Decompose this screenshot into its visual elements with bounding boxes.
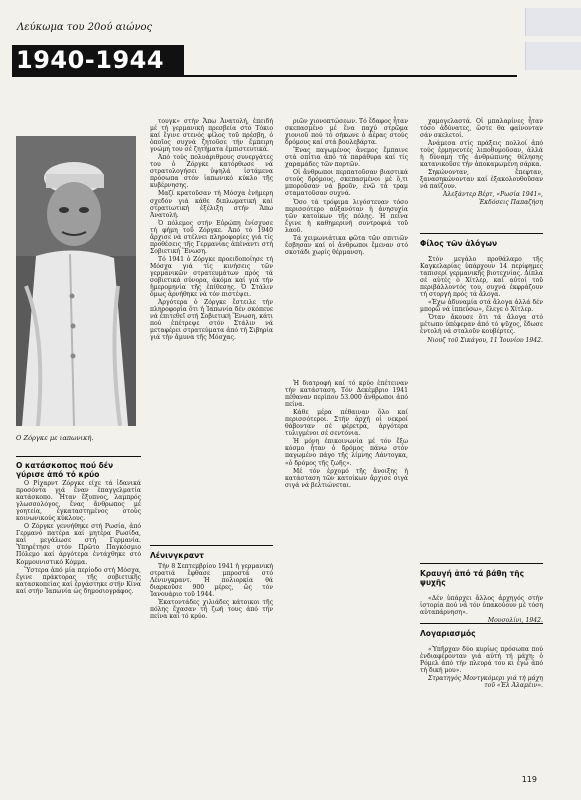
paragraph: Ὁ πόλεμος στήν Εὐρώπη ἐνίσχυσε τή φήμη τοῦ Ζόργκε. Ἀπό τό 1940 ἄρχισε νά στέλνει πληροφορίες γιά τίς προθέσεις τῆς Γερμανίας ἀπέναντι στή Σοβιετική Ἕνωση. xyxy=(150,219,273,255)
leningrad-heading: Λένινγκραντ xyxy=(150,551,204,560)
spy-article-column xyxy=(16,480,141,596)
paragraph: Ο Ρίχαρντ Ζόργκε είχε τά ἰδανικά προσόντα γιά ἕναν ἐπαγγελματία κατάσκοπο. Ἦταν ἔξυπνος, λαμπρός γλωσσολόγος, ἔνας ἄνθρωπος μέ γοητεία, ἐγκαταστημένος στούς κοινωνικούς κύκλους. xyxy=(16,480,141,523)
paragraph: Ἀργότερα ὁ Ζόργκε ἔστειλε τήν πληροφορία ὅτι ἡ Ἰαπωνία δέν σκόπευε νά ἐπιτεθεῖ στή Σοβιετική Ἕνωση, κάτι πού ἐπέτρεψε στόν Στάλιν νά μεταφέρει στρατεύματα ἀπό τή Σιβηρία γιά τήν ἄμυνα τῆς Μόσχας. xyxy=(150,299,273,342)
portrait-image xyxy=(16,136,136,426)
krugh-heading-block xyxy=(420,563,543,592)
friend-column xyxy=(420,256,543,344)
paragraph: «Ὑπῆρχαν δύο κυρίως πρόσωπα πού ἐνδιαφέρονταν γιά αὐτή τή μάχη: ὁ Ρόμελ ἀπό τήν πλευρά του κι ἐγώ ἀπό τή δική μου». xyxy=(420,646,543,675)
paragraph: τουγκ» στήν Ἄπω Ἀνατολή, ἐπειδή μέ τή γερμανική πρεσβεία στό Τόκιο καί ἔγινε στενός φίλος τοῦ πρέσβη, ὁ ὁποῖος συχνά ζητοῦσε τήν ἔμπειρη γνώμη του σέ ζητήματα ἐμπιστευτικά. xyxy=(150,118,273,154)
paragraph: χαμογελαστά. Οἱ μπαλαρίνες ἦταν τόσο ἀδύνατες, ὥστε θα φαίνονταν σάν σκελετοί. xyxy=(420,118,543,140)
source-citation: Ἀλεξάντερ Βέρτ, «Ρωσία 1941», Ἐκδόσεις Παπαζήση xyxy=(442,191,543,206)
friend-heading-block xyxy=(420,233,543,253)
logar-heading-block xyxy=(420,623,543,643)
paragraph: Ἡ μόνη ἐπικοινωνία μέ τόν ἔξω κόσμο ἦταν ὁ δρόμος πάνω στόν παγωμένο πάγο τῆς λίμνης Λάντογκα, «ὁ δρόμος τῆς ζωῆς». xyxy=(285,438,408,467)
source-citation: Στρατηγός Μοντγκόμερι γιά τή μάχη τοῦ «Ἐλ Ἀλαμέιν». xyxy=(428,675,543,690)
paragraph: «Ἐχω ἀδυναμία στά ἄλογα ἀλλά δέν μπορῶ νά ἱππεύσω», ἔλεγε ὁ Χίτλερ. xyxy=(420,299,543,314)
paragraph: Ἐκατοντάδες χιλιάδες κάτοικοι τῆς πόλης ἔχασαν τή ζωή τους ἀπό τήν πείνα καί τό κρύο. xyxy=(150,599,273,621)
paragraph: Ἀπό τούς πολυάριθμους συνεργάτες του ὁ Ζόργκε κατόρθωσε νά στρατολογήσει ὑψηλά ἱστάμενα πρόσωπα στόν ἰαπωνικό κύκλο τῆς κυβέρνησης. xyxy=(150,154,273,190)
logar-heading: Λογαριασμός xyxy=(420,629,476,638)
paragraph: Ἡ διατροφή καί τό κρύο ἐπέτειναν τήν κατάσταση. Τόν Δεκέμβριο 1941 πέθαναν περίπου 53.000 ἄνθρωποι ἀπό πείνα. xyxy=(285,380,408,409)
paragraph: ριῶν χιονοπτώσεων. Τό ἔδαφος ἦταν σκεπασμένο μέ ἕνα παχύ στρῶμα χιονιοῦ πού τό σήκωνε ὁ ἀέρας στούς δρόμους καί στά βουλεβάρτα. xyxy=(285,118,408,147)
paragraph: Στόν μεγάλο προθάλαμο τῆς Καγκελαρίας ὑπάρχουν 14 περίφημες ταπισερί γερμανικῆς βιοτεχνίας. Δίπλα σέ αὐτές ὁ Χίτλερ, καί αὐτοί τοῦ περιβάλλοντός του, συχνά ἐκφράζουν τή στοργή πρός τά ἄλογα. xyxy=(420,256,543,299)
source-citation: Νιουζ τοῦ Σικάγου, 11 Ἰουνίου 1942. xyxy=(427,336,543,344)
photo-caption: Ο Ζόργκε με ιαπωνική. xyxy=(16,434,94,442)
paragraph: Οἱ ἄνθρωποι περπατοῦσαν βιαστικά στούς δρόμους, σκεπασμένοι μέ ὅ,τι μποροῦσαν νά βροῦν, ἐνῶ τά τραμ σταματοῦσαν συχνά. xyxy=(285,169,408,198)
krugh-column xyxy=(420,595,543,624)
friend-heading: Φίλος τῶν ἀλόγων xyxy=(420,239,498,248)
source-citation: Μουσολίνι, 1942. xyxy=(487,617,543,625)
paragraph: Μαζί κρατοῦσαν τή Μόσχα ἐνήμερη σχεδόν γιά κάθε διπλωματική καί στρατιωτική ἐξέλιξη στήν Ἄπω Ἀνατολή. xyxy=(150,190,273,219)
paragraph: Σηκώνονταν, ἔπεφταν, ξανασηκώνονταν καί ἐξακολουθοῦσαν νά παίζουν. xyxy=(420,169,543,191)
leningrad-heading-block xyxy=(150,545,273,565)
krugh-heading: Κραυγή ἀπό τά βάθη τῆς ψυχῆς xyxy=(420,569,525,587)
main-article-column-2 xyxy=(150,118,273,342)
paragraph: Τήν 8 Σεπτεμβρίου 1941 ἡ γερμανική στρατιά ἔφθασε μπροστά στό Λένινγκραντ. Ἡ πολιορκία θά διαρκοῦσε 900 μέρες, ὥς τόν Ἰανουάριο τοῦ 1944. xyxy=(150,563,273,599)
paragraph: Μέ τόν ἐρχομό τῆς ἄνοιξης ἡ κατάσταση τῶν κατοίκων ἄρχισε σιγά σιγά νά βελτιώνεται. xyxy=(285,467,408,489)
paragraph: Κάθε μέρα πέθαιναν ὅλο καί περισσότεροι. Στήν ἀρχή οἱ νεκροί θάβονταν σέ φέρετρα, ἀργότερα τυλιγμένοι σέ σεντόνια. xyxy=(285,409,408,438)
leningrad-column-2 xyxy=(150,563,273,621)
paragraph: Ἀνάμεσα στίς πράξεις πολλοί ἀπό τούς ἐρμηνευτές λιποθυμοῦσαν, ἀλλά ἡ δύναμη τῆς ἀνθρώπινης θέλησης κατανικοῦσε τήν ἀποκαμωμένη σάρκα. xyxy=(420,140,543,169)
paragraph: Τό 1941 ὁ Ζόργκε προειδοποίησε τή Μόσχα γιά τίς κινήσεις τῶν γερμανικῶν στρατευμάτων πρός τά σοβιετικά σύνορα, ἀκόμα καί γιά τήν ἡμερομηνία τῆς ἐπίθεσης. Ὁ Στάλιν ὅμως ἀρνήθηκε νά τόν πιστέψει. xyxy=(150,255,273,299)
sorge-photo xyxy=(16,136,136,426)
paragraph: Ὅσο τά τρόφιμα λιγόστευαν τόσο περισσότερο αὐξανόταν ἡ ἀνησυχία τῶν κατοίκων τῆς πόλης. Ἡ πείνα ἔγινε ἡ καθημερινή συντροφιά τοῦ λαοῦ. xyxy=(285,198,408,234)
page-number: 119 xyxy=(521,775,537,784)
leningrad-column-3 xyxy=(285,380,408,490)
logar-column xyxy=(420,646,543,689)
index-tabs xyxy=(525,8,581,76)
header-rule xyxy=(12,75,517,77)
column-4-top xyxy=(420,118,543,206)
index-tab xyxy=(525,8,581,36)
header-subtitle: Λεύκωμα του 20ού αιώνος xyxy=(17,22,153,33)
paragraph: Τά χειμωνιάτικα φῶτα τῶν σπιτιῶν ἔσβησαν καί οἱ ἄνθρωποι ἔμεναν στό σκοτάδι χωρίς θέρμανση. xyxy=(285,234,408,256)
index-tab xyxy=(525,42,581,70)
paragraph: Ὅταν ἄκουσε ὅτι τά ἄλογα στό μέτωπο ὑπέφεραν ἀπό τό ψῦχος, ἔδωσε ἐντολή νά σταλοῦν κουβέρτες. xyxy=(420,314,543,336)
paragraph: «Δέν ὑπάρχει ἄλλος ἀρχηγός στήν ἱστορία πού νά τόν ὑπακούουν μέ τόση αὐταπάρνηση». xyxy=(420,595,543,617)
paragraph: Ὕστερα ἀπό μία περίοδο στή Μόσχα, ἔγινε πράκτορας τῆς σοβιετικῆς κατασκοπείας καί ἐργάστηκε στήν Κίνα καί στήν Ἰαπωνία ὡς δημοσιογράφος. xyxy=(16,566,141,595)
paragraph: Ἕνας παγωμένος ἄνεμος ἔμπαινε στά σπίτια ἀπό τά παράθυρα καί τίς χαραμάδες τῶν πορτῶν. xyxy=(285,147,408,169)
spy-heading: Ο κατάσκοπος πού δέν γύρισε ἀπό τό κρύο xyxy=(16,461,114,479)
year-band: 1940-1944 xyxy=(12,45,184,75)
paragraph: Ο Ζόργκε γεννήθηκε στή Ρωσία, ἀπό Γερμανό πατέρα καί μητέρα Ρωσίδα, καί μεγάλωσε στή Γερμανία. Ὑπηρέτησε στόν Πρῶτο Παγκόσμιο Πόλεμο καί ἀργότερα ἐντάχθηκε στό Κομμουνιστικό Κόμμα. xyxy=(16,523,141,566)
main-article-column-3 xyxy=(285,118,408,257)
